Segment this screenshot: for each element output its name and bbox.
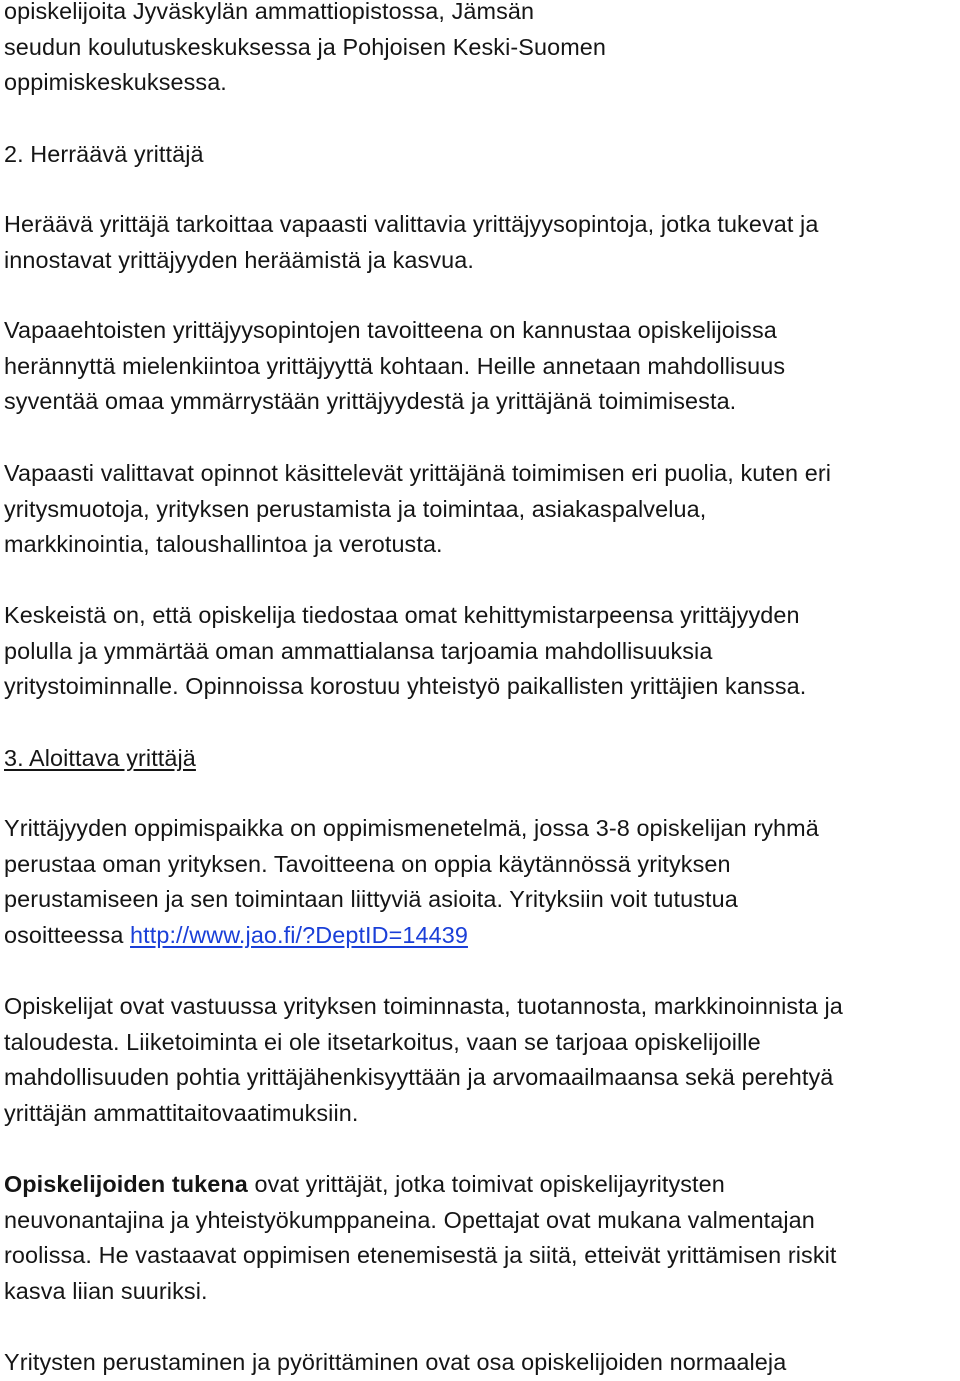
intro-paragraph: [4, 0, 954, 101]
text-line: yritystoiminnalle. Opinnoissa korostuu yhteistyö paikallisten yrittäjien kanssa.: [4, 673, 807, 700]
section-3-paragraph-3: [4, 1167, 954, 1309]
text-line: [4, 918, 954, 954]
link-prefix: osoitteessa: [4, 921, 131, 948]
heading-text: 3. Aloittava yrittäjä: [4, 745, 196, 771]
text-line: Heräävä yrittäjä tarkoittaa vapaasti valittavia yrittäjyysopintoja, jotka tukevat ja: [4, 211, 819, 237]
text-line: polulla ja ymmärtää oman ammattialansa tarjoamia mahdollisuuksia: [4, 637, 713, 664]
text-line: Vapaasti valittavat opinnot käsittelevät yrittäjänä toimimisen eri puolia, kuten eri: [4, 460, 832, 486]
bold-lead: Opiskelijoiden tukena: [4, 1171, 248, 1197]
section-2-paragraph-4: [4, 598, 954, 705]
section-2-paragraph-2: [4, 313, 954, 420]
text-line: kasva liian suuriksi.: [4, 1277, 208, 1304]
section-3-paragraph-4: [4, 1345, 954, 1381]
text-line: syventää omaa ymmärrystään yrittäjyydestä ja yrittäjänä toimimisesta.: [4, 388, 737, 415]
section-2-heading: [4, 137, 954, 173]
text-line: neuvonantajina ja yhteistyökumppaneina. Opettajat ovat mukana valmentajan: [4, 1206, 815, 1233]
text-line: Yritysten perustaminen ja pyörittäminen ovat osa opiskelijoiden normaaleja: [4, 1349, 787, 1375]
deptid-link[interactable]: http://www.jao.fi/?DeptID=14439: [130, 921, 468, 948]
text-line: Keskeistä on, että opiskelija tiedostaa omat kehittymistarpeensa yrittäjyyden: [4, 602, 800, 628]
text-line: mahdollisuuden pohtia yrittäjähenkisyyttään ja arvomaailmaansa sekä perehtyä: [4, 1064, 834, 1091]
text-line: yrittäjän ammattitaitovaatimuksiin.: [4, 1099, 359, 1126]
text-line: innostavat yrittäjyyden heräämistä ja kasvua.: [4, 246, 474, 273]
text-line: opiskelijoita Jyväskylän ammattiopistossa, Jämsän: [4, 0, 535, 24]
lead-rest: ovat yrittäjät, jotka toimivat opiskelijayritysten: [247, 1171, 725, 1197]
text-line: [4, 1167, 954, 1203]
section-2-paragraph-3: [4, 456, 954, 563]
section-2-paragraph-1: [4, 207, 954, 278]
section-3-paragraph-1: [4, 811, 954, 953]
text-line: seudun koulutuskeskuksessa ja Pohjoisen Keski-Suomen: [4, 33, 607, 60]
text-line: herännyttä mielenkiintoa yrittäjyyttä kohtaan. Heille annetaan mahdollisuus: [4, 352, 786, 379]
heading-text: 2. Herräävä yrittäjä: [4, 141, 204, 167]
text-line: perustaa oman yrityksen. Tavoitteena on oppia käytännössä yrityksen: [4, 850, 731, 877]
text-line: taloudesta. Liiketoiminta ei ole itsetarkoitus, vaan se tarjoaa opiskelijoille: [4, 1028, 761, 1055]
text-line: Yrittäjyyden oppimispaikka on oppimismenetelmä, jossa 3-8 opiskelijan ryhmä: [4, 815, 819, 841]
section-3-heading: [4, 741, 954, 777]
text-line: roolissa. He vastaavat oppimisen etenemisestä ja siitä, etteivät yrittämisen riskit: [4, 1242, 837, 1269]
text-line: perustamiseen ja sen toimintaan liittyviä asioita. Yrityksiin voit tutustua: [4, 886, 738, 913]
text-line: Opiskelijat ovat vastuussa yrityksen toiminnasta, tuotannosta, markkinoinnista ja: [4, 993, 843, 1019]
text-line: markkinointia, taloushallintoa ja verotusta.: [4, 531, 443, 558]
text-line: oppimiskeskuksessa.: [4, 69, 227, 96]
text-line: yritysmuotoja, yrityksen perustamista ja toimintaa, asiakaspalvelua,: [4, 495, 707, 522]
section-3-paragraph-2: [4, 989, 954, 1131]
text-line: Vapaaehtoisten yrittäjyysopintojen tavoitteena on kannustaa opiskelijoissa: [4, 317, 777, 343]
